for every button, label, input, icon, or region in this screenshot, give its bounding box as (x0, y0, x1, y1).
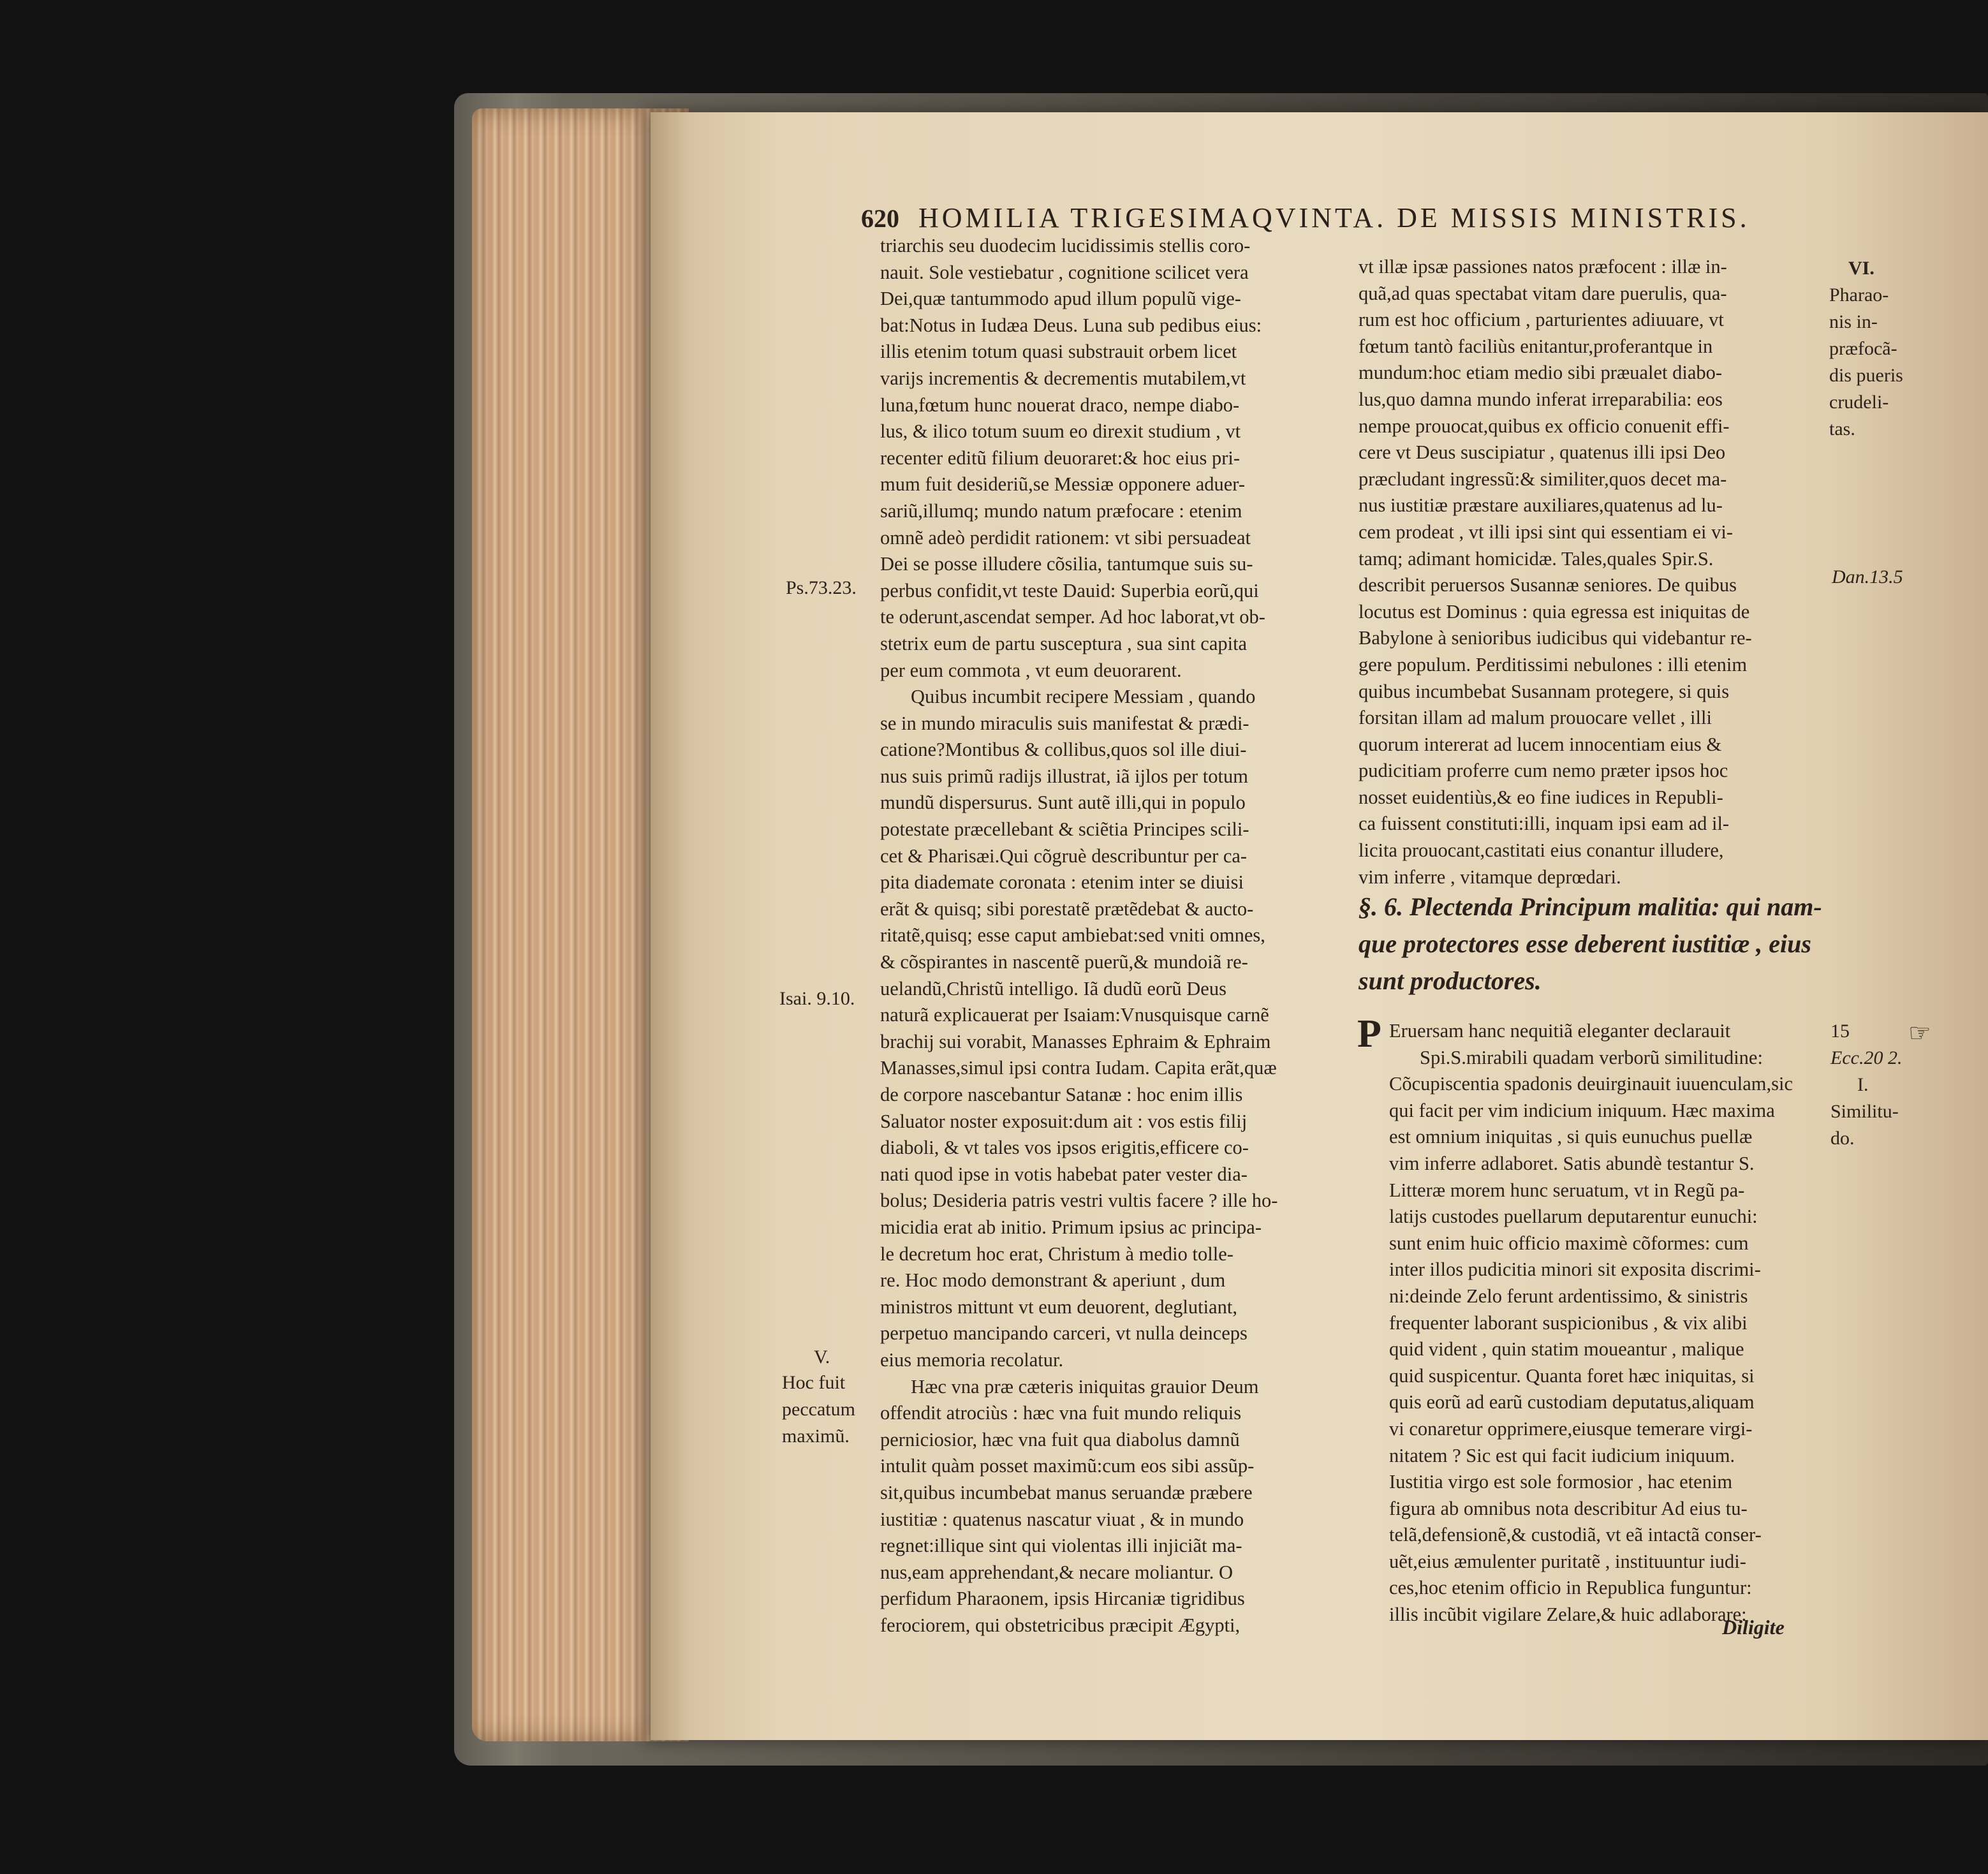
text-line: cem prodeat , vt illi ipsi sint qui essentiam ei vi- (1358, 520, 1734, 543)
text-line: per eum commota , vt eum deuorarent. (880, 659, 1182, 681)
text-line: forsitan illam ad malum prouocare vellet , illi (1358, 707, 1712, 729)
margin-note-right: crudeli- (1829, 392, 1889, 413)
margin-note-right: præfocã- (1829, 338, 1897, 359)
text-line: bat:Notus in Iudæa Deus. Luna sub pedibus eius: (880, 314, 1262, 336)
margin-note-right: Dan.13.5 (1832, 566, 1903, 587)
text-line: præcludant ingressũ:& similiter,quos decet ma- (1358, 468, 1727, 490)
text-line: ces,hoc etenim officio in Republica funguntur: (1389, 1577, 1752, 1599)
text-line: nus iustitiæ præstare auxiliares,quatenus ad lu- (1358, 494, 1723, 517)
text-line: Manasses,simul ipsi contra Iudam. Capita erãt,quæ (880, 1057, 1277, 1079)
text-line: lus,quo damna mundo inferat irreparabilia: eos (1358, 388, 1723, 410)
text-line: uẽt,eius æmulenter puritatẽ , instituuntur iudi- (1389, 1550, 1746, 1572)
margin-note-left: Isai. 9.10. (779, 988, 855, 1009)
text-line: nus,eam apprehendant,& necare moliantur. O (880, 1561, 1233, 1583)
margin-note-right: do. (1830, 1128, 1855, 1149)
text-line: iustitiæ : quatenus nascatur viuat , & in mundo (880, 1508, 1244, 1530)
text-line: frequenter laborant suspicionibus , & vix alibi (1389, 1311, 1748, 1334)
text-line: Dei se posse illudere cõsilia, tantumque suis su- (880, 553, 1253, 575)
text-line: varijs incrementis & decrementis mutabilem,vt (880, 367, 1246, 389)
text-line: nempe prouocat,quibus ex officio conuenit effi- (1358, 415, 1730, 437)
heading-line: que protectores esse deberent iustitiæ , eius (1358, 929, 1811, 958)
running-title: HOMILIA TRIGESIMAQVINTA. DE MISSIS MINISTRIS. (918, 202, 1750, 233)
text-line: illis incũbit vigilare Zelare,& huic adlaborare: (1389, 1604, 1747, 1626)
text-line: nus suis primũ radijs illustrat, iã ijlos per totum (880, 765, 1248, 787)
text-line: sit,quibus incumbebat manus seruandæ præbere (880, 1481, 1253, 1503)
text-line: fœtum tantò faciliùs enitantur,proferantque in (1358, 335, 1713, 357)
margin-note-right: 15 (1830, 1021, 1850, 1042)
margin-note-right: tas. (1829, 418, 1855, 439)
text-line: latijs custodes puellarum deputarentur eunuchi: (1389, 1206, 1758, 1228)
text-line: rum est hoc officium , parturientes adiuuare, vt (1358, 309, 1724, 331)
section-heading (1358, 889, 1830, 1000)
text-line: describit peruersos Susannæ seniores. De quibus (1358, 574, 1737, 596)
text-line: Quibus incumbit recipere Messiam , quando (911, 686, 1256, 708)
text-line: perfidum Pharaonem, ipsis Hircaniæ tigridibus (880, 1588, 1245, 1610)
text-line: nati quod ipse in votis habebat pater vester dia- (880, 1163, 1248, 1185)
margin-note-right: Pharao- (1829, 284, 1889, 306)
margin-note-left: maximũ. (782, 1426, 850, 1447)
text-line: sariũ,illumq; mundo natum præfocare : etenim (880, 499, 1242, 522)
text-line: nauit. Sole vestiebatur , cognitione scilicet vera (880, 261, 1249, 283)
margin-note-left: V. (814, 1346, 830, 1368)
text-line: mum fuit desideriũ,se Messiæ opponere aduer- (880, 473, 1245, 496)
text-line: quã,ad quas spectabat vitam dare puerulis, qua- (1358, 282, 1727, 304)
text-line: quibus incumbebat Susannam protegere, si quis (1358, 680, 1730, 702)
text-line: Hæc vna præ cæteris iniquitas grauior Deum (911, 1375, 1259, 1398)
text-line: ministros mittunt vt eum deuorent, deglutiant, (880, 1295, 1237, 1318)
text-line: pita diademate coronata : etenim inter se diuisi (880, 871, 1244, 894)
text-line: te oderunt,ascendat semper. Ad hoc laborat,vt ob- (880, 606, 1265, 628)
text-line: le decretum hoc erat, Christum à medio tolle- (880, 1243, 1233, 1265)
text-line: telã,defensionẽ,& custodiã, vt eã intactã conser- (1389, 1524, 1762, 1546)
manicule-icon: ☞ (1908, 1019, 1931, 1047)
text-line: nosset euidentiùs,& eo fine iudices in Republi- (1358, 786, 1723, 808)
text-line: pudicitiam proferre cum nemo præter ipsos hoc (1358, 760, 1728, 782)
text-line: catione?Montibus & collibus,quos sol ille diui- (880, 739, 1247, 761)
heading-line: sunt productores. (1358, 966, 1542, 995)
text-line: intulit quàm posset maximũ:cum eos sibi assũp- (880, 1455, 1255, 1477)
text-line: est omnium iniquitas , si quis eunuchus puellæ (1389, 1126, 1753, 1148)
text-line: naturã explicauerat per Isaiam:Vnusquisque carnẽ (880, 1004, 1269, 1026)
text-line: omnẽ adeò perdidit rationem: vt sibi persuadeat (880, 526, 1251, 549)
text-line: ca fuissent constituti:illi, inquam ipsi eam ad il- (1358, 813, 1730, 835)
text-line: Babylone à senioribus iudicibus qui videbantur re- (1358, 627, 1752, 649)
text-line: Litteræ morem hunc seruatum, vt in Regũ pa- (1389, 1179, 1745, 1201)
text-line: mundum:hoc etiam medio sibi præualet diabo- (1358, 362, 1723, 384)
margin-note-right: dis pueris (1829, 365, 1903, 386)
text-line: vi conaretur opprimere,eiusque temerare virgi- (1389, 1417, 1753, 1440)
text-line: ni:deinde Zelo ferunt ardentissimo, & sinistris (1389, 1285, 1748, 1307)
text-line: eius memoria recolatur. (880, 1348, 1064, 1371)
text-line: ritatẽ,quisq; esse caput ambiebat:sed vniti omnes, (880, 924, 1265, 947)
text-line: licita prouocant,castitati eius conantur illudere, (1358, 839, 1724, 862)
catchword: Diligite (1722, 1616, 1785, 1639)
text-line: micidia erat ab initio. Primum ipsius ac principa- (880, 1216, 1262, 1238)
text-line: illis etenim totum quasi substrauit orbem licet (880, 341, 1237, 363)
text-line: potestate præcellebant & sciẽtia Principes scili- (880, 818, 1249, 841)
text-line: triarchis seu duodecim lucidissimis stellis coro- (880, 235, 1251, 256)
text-line: quid vident , quin statim moueantur , malique (1389, 1338, 1744, 1361)
text-line: Spi.S.mirabili quadam verborũ similitudine: (1420, 1046, 1763, 1068)
text-line: mundũ dispersurus. Sunt autẽ illi,qui in populo (880, 792, 1246, 814)
text-column-left (880, 233, 1301, 1639)
margin-note-right: I. (1857, 1074, 1869, 1095)
text-line: cet & Pharisæi.Qui cõgruè describuntur per ca- (880, 845, 1248, 867)
margin-note-left: peccatum (782, 1399, 855, 1420)
text-line: tamq; adimant homicidæ. Tales,quales Spir.S. (1358, 547, 1714, 570)
text-line: Dei,quæ tantummodo apud illum populũ vige- (880, 288, 1241, 310)
margin-note-left: Hoc fuit (782, 1372, 846, 1393)
text-line: erãt & quisq; sibi porestatẽ prætẽdebat & aucto- (880, 897, 1254, 920)
margin-note-right: VI. (1848, 258, 1874, 279)
page-number: 620 (861, 204, 899, 233)
text-line: figura ab omnibus nota describitur Ad eius tu- (1389, 1497, 1748, 1519)
text-line: recenter editũ filium deuoraret:& hoc eius pri- (880, 446, 1241, 469)
text-line: brachij sui vorabit, Manasses Ephraim & Ephraim (880, 1030, 1271, 1052)
text-line: quis eorũ ad earũ custodiam deputatus,aliquam (1389, 1391, 1755, 1413)
text-line: & cõspirantes in nascentẽ puerũ,& mundoiã re- (880, 951, 1248, 973)
text-line: vim inferre adlaboret. Satis abundè testantur S. (1389, 1152, 1755, 1174)
text-line: bolus; Desideria patris vestri vultis facere ? ille ho- (880, 1190, 1278, 1212)
text-line: luna,fœtum hunc nouerat draco, nempe diabo- (880, 394, 1240, 416)
text-line: ferociorem, qui obstetricibus præcipit Ægypti, (880, 1614, 1241, 1636)
text-line: offendit atrociùs : hæc vna fuit mundo reliquis (880, 1402, 1242, 1424)
text-line: vt illæ ipsæ passiones natos præfocent : illæ in- (1358, 256, 1727, 277)
text-line: vim inferre , vitamque deprœdari. (1358, 866, 1621, 888)
text-line: diaboli, & vt tales vos ipsos erigitis,efficere co- (880, 1137, 1249, 1159)
text-line: re. Hoc modo demonstrant & aperiunt , dum (880, 1269, 1226, 1292)
text-line: cere vt Deus suscipiatur , quatenus illi ipsi Deo (1358, 441, 1726, 464)
text-line: quid suspicentur. Quanta foret hæc iniquitas, si (1389, 1364, 1755, 1387)
text-line: se in mundo miraculis suis manifestat & prædi- (880, 712, 1249, 734)
text-line: Cõcupiscentia spadonis deuirginauit iuuenculam,sic (1389, 1073, 1793, 1095)
text-line: stetrix eum de partu susceptura , sua sint capita (880, 632, 1248, 654)
text-column-right (1358, 254, 1830, 890)
text-line: Saluator noster exposuit:dum ait : vos estis filij (880, 1110, 1248, 1132)
text-line: sunt enim huic officio maximè cõformes: cum (1389, 1232, 1749, 1254)
margin-note-left: Ps.73.23. (786, 577, 857, 598)
heading-line: §. 6. Plectenda Principum malitia: qui nam- (1358, 892, 1822, 921)
text-line: quorum intererat ad lucem innocentiam eius & (1358, 733, 1722, 755)
text-line: Eruersam hanc nequitiã eleganter declarauit (1389, 1020, 1731, 1042)
text-line: uelandũ,Christũ intelligo. Iã dudũ eorũ Deus (880, 977, 1226, 1000)
text-line: qui facit per vim indicium iniquum. Hæc maxima (1389, 1099, 1775, 1121)
margin-note-right: Ecc.20 2. (1830, 1047, 1903, 1068)
text-line: lus, & ilico totum suum eo direxit studium , vt (880, 420, 1241, 443)
margin-note-right: nis in- (1829, 311, 1878, 332)
text-line: Iustitia virgo est sole formosior , hac etenim (1389, 1471, 1733, 1493)
text-line: gere populum. Perditissimi nebulones : illi etenim (1358, 653, 1748, 675)
text-line: regnet:illique sint qui violentas illi injiciãt ma- (880, 1535, 1242, 1557)
text-line: inter illos pudicitia minori sit exposita discrimi- (1389, 1258, 1761, 1281)
margin-note-right: Similitu- (1830, 1101, 1899, 1122)
drop-capital: P (1357, 1012, 1381, 1056)
text-line: perniciosior, hæc vna fuit qua diabolus damnũ (880, 1428, 1240, 1450)
text-line: locutus est Dominus : quia egressa est iniquitas de (1358, 600, 1750, 623)
text-line: nitatem ? Sic est qui facit iudicium iniquum. (1389, 1444, 1735, 1466)
text-line: de corpore nascebantur Satanæ : hoc enim illis (880, 1084, 1243, 1105)
text-line: perpetuo mancipando carceri, vt nulla deinceps (880, 1322, 1248, 1345)
text-column-right-bottom (1389, 1018, 1829, 1628)
text-line: perbus confidit,vt teste Dauid: Superbia eorũ,qui (880, 579, 1259, 601)
